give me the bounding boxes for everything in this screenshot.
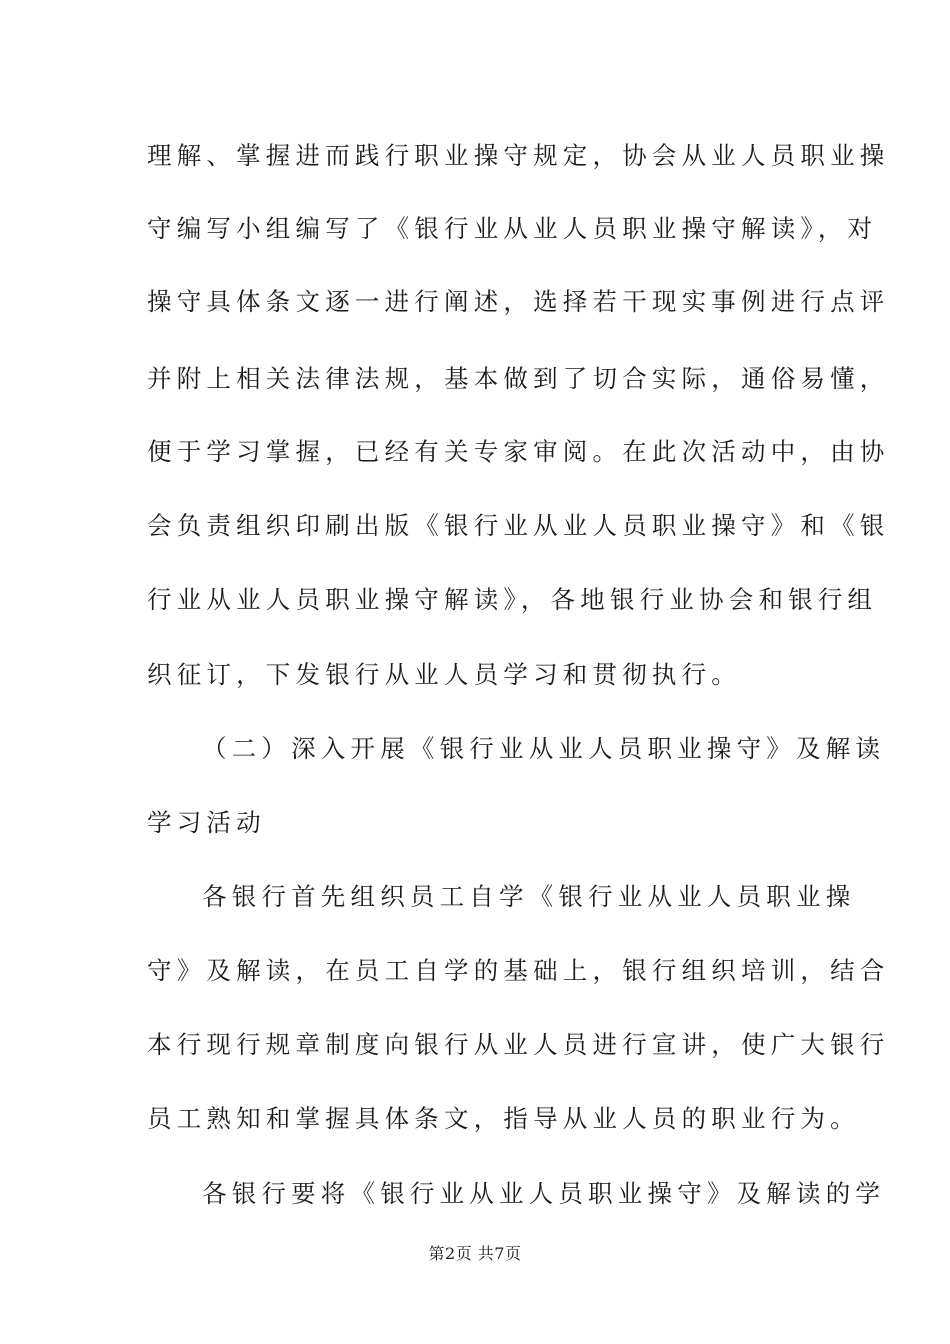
section-heading-line: （二）深入开展《银行业从业人员职业操守》及解读: [202, 734, 886, 763]
paragraph-line: 员工熟知和掌握具体条文，指导从业人员的职业行为。: [147, 1104, 860, 1133]
paragraph-line: 会负责组织印刷出版《银行业从业人员职业操守》和《银: [147, 511, 890, 540]
paragraph-line: 各银行首先组织员工自学《银行业从业人员职业操: [202, 882, 856, 911]
paragraph-line: 便于学习掌握，已经有关专家审阅。在此次活动中，由协: [147, 437, 890, 466]
paragraph-line: 操守具体条文逐一进行阐述，选择若干现实事例进行点评: [147, 287, 890, 316]
paragraph-line: 守编写小组编写了《银行业从业人员职业操守解读》，对: [147, 214, 878, 243]
paragraph-line: 各银行要将《银行业从业人员职业操守》及解读的学: [202, 1179, 886, 1208]
paragraph-line: 并附上相关法律法规，基本做到了切合实际，通俗易懂，: [147, 364, 890, 393]
page-number-footer: 第2页 共7页: [428, 1244, 522, 1263]
paragraph-line: 织征订，下发银行从业人员学习和贯彻执行。: [147, 660, 741, 689]
paragraph-line: 行业从业人员职业操守解读》，各地银行业协会和银行组: [147, 585, 878, 614]
section-heading-line: 学习活动: [147, 808, 266, 837]
paragraph-line: 本行现行规章制度向银行从业人员进行宣讲，使广大银行: [147, 1030, 890, 1059]
paragraph-line: 守》及解读，在员工自学的基础上，银行组织培训，结合: [147, 956, 890, 985]
paragraph-line: 理解、掌握进而践行职业操守规定，协会从业人员职业操: [147, 141, 890, 170]
